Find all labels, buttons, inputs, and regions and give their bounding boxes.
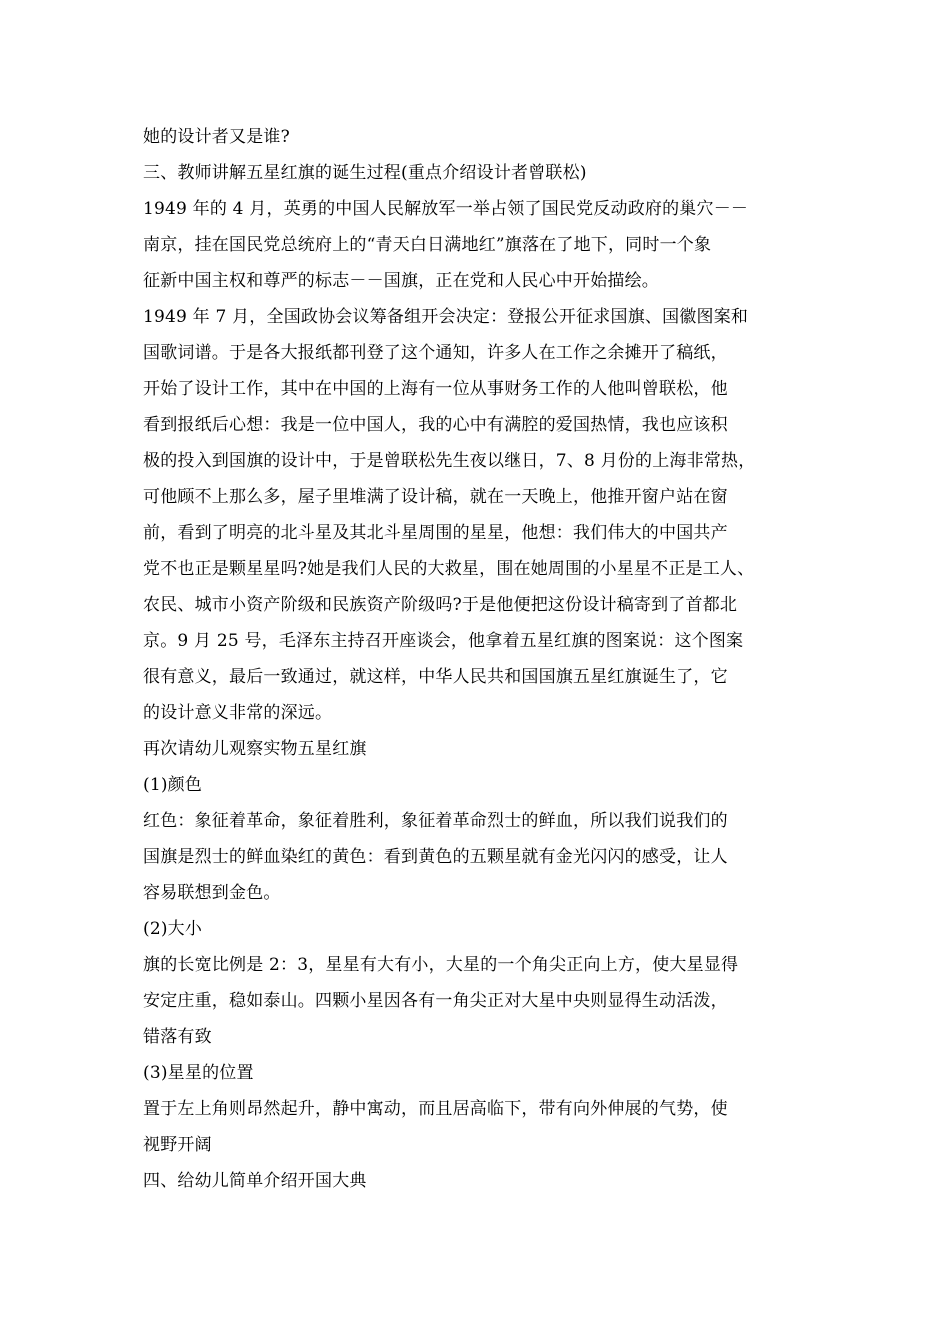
text-line: 国旗是烈士的鲜血染红的黄色：看到黄色的五颗星就有金光闪闪的感受，让人: [143, 847, 728, 867]
text-line: (1)颜色: [143, 775, 203, 795]
text-line: 视野开阔: [143, 1135, 212, 1155]
paragraph: [143, 1091, 807, 1163]
paragraph: [143, 299, 807, 731]
paragraph: [143, 911, 807, 947]
text-line: 红色：象征着革命，象征着胜利，象征着革命烈士的鲜血，所以我们说我们的: [143, 811, 728, 831]
paragraph: [143, 803, 807, 911]
paragraph: [143, 1163, 807, 1199]
text-line: 三、教师讲解五星红旗的诞生过程(重点介绍设计者曾联松): [143, 163, 587, 183]
text-line: 容易联想到金色。: [143, 883, 281, 903]
text-line: 安定庄重，稳如泰山。四颗小星因各有一角尖正对大星中央则显得生动活泼，: [143, 991, 728, 1011]
paragraph: [143, 191, 807, 299]
text-line: (2)大小: [143, 919, 203, 939]
text-line: 南京，挂在国民党总统府上的“青天白日满地红”旗落在了地下，同时一个象: [143, 235, 712, 255]
paragraph: [143, 1055, 807, 1091]
text-line: 的设计意义非常的深远。: [143, 703, 333, 723]
paragraph: [143, 119, 807, 155]
text-line: 开始了设计工作，其中在中国的上海有一位从事财务工作的人他叫曾联松，他: [143, 379, 728, 399]
text-line: 旗的长宽比例是 2：3，星星有大有小，大星的一个角尖正向上方，使大星显得: [143, 955, 739, 975]
text-line: 国歌词谱。于是各大报纸都刊登了这个通知，许多人在工作之余摊开了稿纸，: [143, 343, 728, 363]
text-line: 看到报纸后心想：我是一位中国人，我的心中有满腔的爱国热情，我也应该积: [143, 415, 728, 435]
text-line: 京。9 月 25 号，毛泽东主持召开座谈会，他拿着五星红旗的图案说：这个图案: [143, 631, 744, 651]
text-line: 四、给幼儿简单介绍开国大典: [143, 1171, 367, 1191]
paragraph: [143, 731, 807, 767]
paragraph: [143, 767, 807, 803]
text-line: 前，看到了明亮的北斗星及其北斗星周围的星星，他想：我们伟大的中国共产: [143, 523, 728, 543]
text-line: 农民、城市小资产阶级和民族资产阶级吗?于是他便把这份设计稿寄到了首都北: [143, 595, 738, 615]
text-line: (3)星星的位置: [143, 1063, 254, 1083]
paragraph: [143, 947, 807, 1055]
text-line: 错落有致: [143, 1027, 212, 1047]
text-line: 1949 年的 4 月，英勇的中国人民解放军一举占领了国民党反动政府的巢穴－－: [143, 199, 749, 219]
text-line: 征新中国主权和尊严的标志－－国旗，正在党和人民心中开始描绘。: [143, 271, 659, 291]
text-line: 她的设计者又是谁?: [143, 127, 290, 147]
text-line: 再次请幼儿观察实物五星红旗: [143, 739, 367, 759]
text-line: 1949 年 7 月，全国政协会议筹备组开会决定：登报公开征求国旗、国徽图案和: [143, 307, 749, 327]
text-line: 党不也正是颗星星吗?她是我们人民的大救星，围在她周围的小星星不正是工人、: [143, 559, 755, 579]
text-line: 很有意义，最后一致通过，就这样，中华人民共和国国旗五星红旗诞生了，它: [143, 667, 728, 687]
document-body: [143, 119, 807, 1199]
text-line: 置于左上角则昂然起升，静中寓动，而且居高临下，带有向外伸展的气势，使: [143, 1099, 728, 1119]
text-line: 可他顾不上那么多，屋子里堆满了设计稿，就在一天晚上，他推开窗户站在窗: [143, 487, 728, 507]
text-line: 极的投入到国旗的设计中，于是曾联松先生夜以继日，7、8 月份的上海非常热，: [143, 451, 756, 471]
paragraph: [143, 155, 807, 191]
